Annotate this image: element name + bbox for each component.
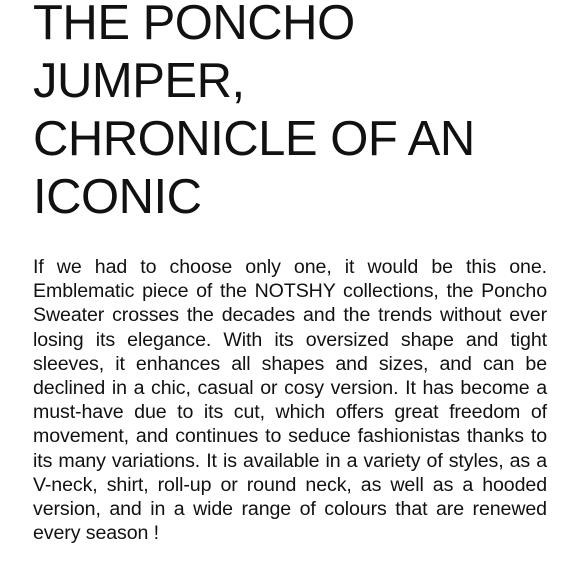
article-title bbox=[33, 0, 547, 226]
article-title-line: CHRONICLE OF AN bbox=[33, 112, 475, 166]
article-title-line: JUMPER, bbox=[33, 54, 245, 108]
article-body: If we had to choose only one, it would be this one. Emblematic piece of the NOTSHY collections, the Poncho Sweater crosses the decades and the trends without ever losing its elegance. With its oversized shape and tight sleeves, it enhances all shapes and sizes, and can be declined in a chic, casual or cosy version. It has become a must-have due to its cut, which offers great freedom of movement, and continues to seduce fashionistas thanks to its many variations. It is available in a variety of styles, as a V-neck, shirt, roll-up or round neck, as well as a hooded version, and in a wide range of colours that are renewed every season ! bbox=[33, 256, 547, 545]
article-title-line: THE PONCHO bbox=[33, 0, 355, 50]
article bbox=[33, 0, 547, 545]
article-title-line: ICONIC bbox=[33, 170, 202, 224]
